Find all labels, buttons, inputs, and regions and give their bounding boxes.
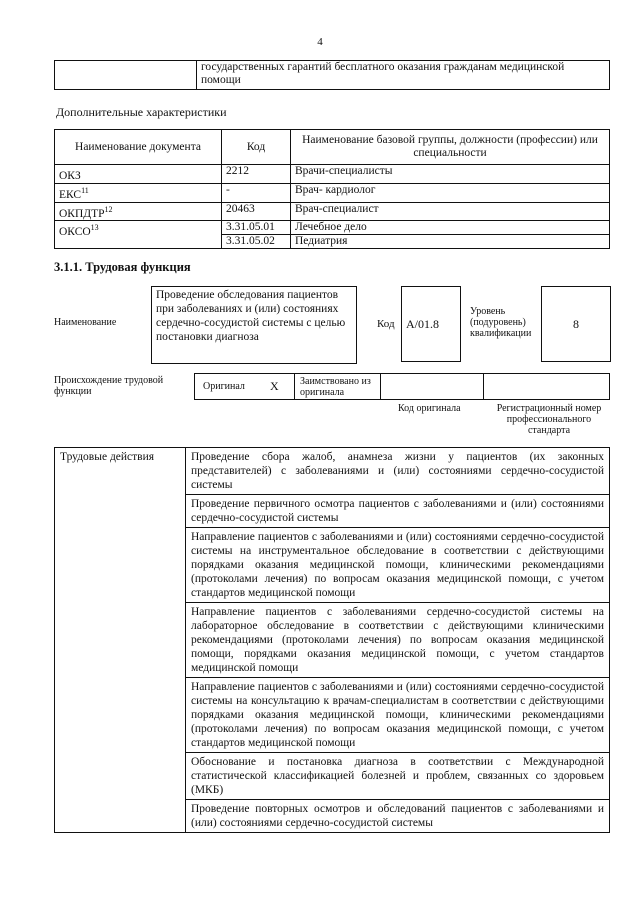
continuation-right-cell: государственных гарантий бесплатного оказания гражданам медицинской помощи (197, 61, 610, 90)
original-cell (194, 373, 295, 400)
borrowed-cell (294, 373, 381, 400)
name-cell: Врач- кардиолог (291, 183, 610, 202)
labor-action-item: Проведение первичного осмотра пациентов с заболеваниями и (или) состояниями сердечно-сосудистой системы (186, 495, 610, 528)
table-row (55, 221, 610, 235)
doc-cell: ЕКС$^{11}$ (55, 183, 222, 202)
name-cell: Педиатрия (291, 235, 610, 249)
code-cell: 2212 (222, 165, 291, 184)
labor-action-item: Обоснование и постановка диагноза в соответствии с Международной статистической классификацией болезней и проблем, связанных со здоровьем (МКБ) (186, 753, 610, 800)
doc-cell: ОКЗ (55, 165, 222, 184)
origin-label: Происхождение трудовой функции (54, 375, 164, 397)
labor-action-item: Направление пациентов с заболеваниями сердечно-сосудистой системы на лабораторное обследование в соответствии с действующими клиническими рекомендациями (протоколами лечения) по вопросам оказания медицинской помощи, порядками оказания медицинской помощи, с учетом стандартов медицинской помощи (186, 603, 610, 678)
doc-cell: ОКСО$^{13}$ (55, 221, 222, 249)
continuation-left-cell (55, 61, 197, 90)
reg-number-cell (483, 373, 610, 400)
original-label: Оригинал (203, 381, 245, 392)
doc-cell: ОКПДТР$^{12}$ (55, 202, 222, 221)
level-label: Уровень (подуровень) квалификации (470, 306, 532, 339)
code-cell: - (222, 183, 291, 202)
origin-row (194, 373, 610, 400)
borrowed-label: Заимствовано из оригинала (300, 376, 371, 398)
continuation-table (54, 60, 610, 90)
table-row (55, 448, 610, 495)
function-name-box: Проведение обследования пациентов при заболеваниях и (или) состояниях сердечно-сосудистой системы с целью постановки диагноза (151, 286, 357, 364)
table-row (55, 202, 610, 221)
name-cell: Лечебное дело (291, 221, 610, 235)
header-doc: Наименование документа (55, 130, 222, 165)
original-mark: X (270, 379, 279, 393)
additional-title: Дополнительные характеристики (56, 105, 227, 119)
code-original-caption: Код оригинала (398, 403, 461, 414)
code-cell: 3.31.05.01 (222, 221, 291, 235)
page-number: 4 (317, 36, 323, 48)
name-cell: Врач-специалист (291, 202, 610, 221)
code-cell: 3.31.05.02 (222, 235, 291, 249)
code-label: Код (377, 318, 395, 330)
code-box (401, 286, 461, 362)
table-row (55, 165, 610, 184)
labor-actions-table (54, 447, 610, 833)
labor-function-heading: 3.1.1. Трудовая функция (54, 260, 191, 274)
name-cell: Врачи-специалисты (291, 165, 610, 184)
table-row (55, 183, 610, 202)
header-code: Код (222, 130, 291, 165)
reg-number-caption: Регистрационный номер профессионального стандарта (496, 403, 602, 436)
labor-actions-label: Трудовые действия (55, 448, 186, 833)
header-name: Наименование базовой группы, должности (профессии) или специальности (291, 130, 610, 165)
labor-action-item: Проведение сбора жалоб, анамнеза жизни у пациентов (их законных представителей) с заболеваниями и (или) состояниями сердечно-сосудистой системы (186, 448, 610, 495)
code-value: А/01.8 (406, 317, 439, 331)
level-box (541, 286, 611, 362)
labor-action-item: Направление пациентов с заболеваниями и (или) состояниями сердечно-сосудистой системы на консультацию к врачам-специалистам в соответствии с действующими порядками оказания медицинской помощи, клиническими рекомендациями (протоколами лечения) по вопросам оказания медицинской помощи, с учетом стандартов медицинской помощи (186, 678, 610, 753)
code-original-cell (380, 373, 484, 400)
level-value: 8 (573, 317, 579, 331)
extra-characteristics-table (54, 129, 610, 249)
code-cell: 20463 (222, 202, 291, 221)
table-header-row (55, 130, 610, 165)
name-label: Наименование (54, 317, 117, 328)
labor-action-item: Направление пациентов с заболеваниями и (или) состояниями сердечно-сосудистой системы на инструментальное обследование в соответствии с действующими порядками оказания медицинской помощи, клиническими рекомендациями (протоколами лечения) по вопросам оказания медицинской помощи, с учетом стандартов медицинской помощи (186, 528, 610, 603)
labor-action-item: Проведение повторных осмотров и обследований пациентов с заболеваниями и (или) состояниями сердечно-сосудистой системы (186, 800, 610, 833)
